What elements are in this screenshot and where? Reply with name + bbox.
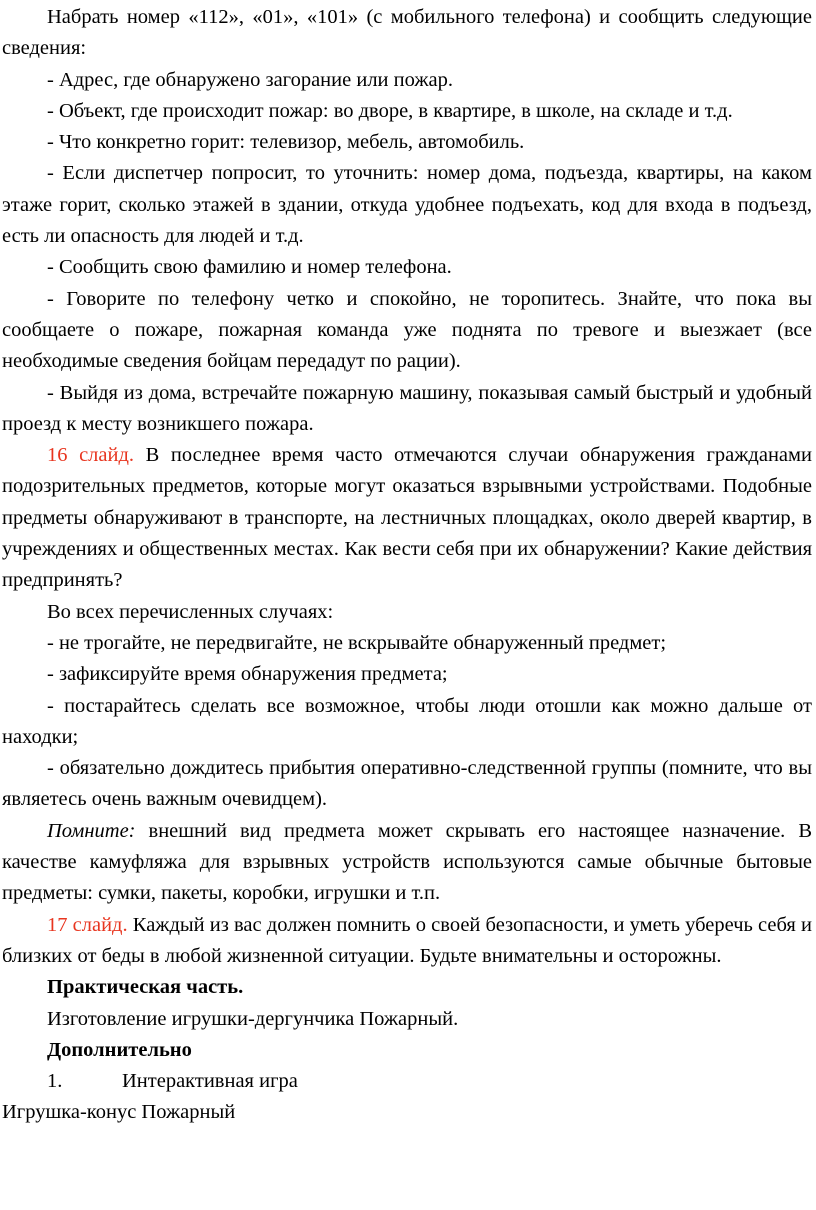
paragraph-slide-17 bbox=[2, 910, 812, 973]
slide-17-label: 17 слайд. bbox=[47, 913, 128, 936]
heading-additional: Дополнительно bbox=[47, 1038, 192, 1061]
paragraph-address: - Адрес, где обнаружено загорание или пожар. bbox=[47, 68, 453, 91]
paragraph-move-people: - постарайтесь сделать все возможное, чтобы люди отошли как можно дальше от находки; bbox=[2, 694, 812, 748]
heading-practical-part: Практическая часть. bbox=[47, 976, 244, 999]
list-item-interactive-game bbox=[2, 1066, 812, 1097]
remember-text: внешний вид предмета может скрывать его настоящее назначение. В качестве камуфляжа для взрывных устройств используются самые обычные бытовые предметы: сумки, пакеты, коробки, игрушки и т.п. bbox=[2, 819, 812, 905]
paragraph-object: - Объект, где происходит пожар: во дворе, в квартире, в школе, на складе и т.д. bbox=[47, 99, 733, 122]
paragraph-remember bbox=[2, 816, 812, 910]
slide-17-text: Каждый из вас должен помнить о своей безопасности, и уметь уберечь себя и близких от беды в любой жизненной ситуации. Будьте внимательны и осторожны. bbox=[2, 913, 812, 967]
slide-16-label: 16 слайд. bbox=[47, 444, 135, 467]
remember-label: Помните: bbox=[47, 819, 136, 842]
paragraph-record-time: - зафиксируйте время обнаружения предмета; bbox=[47, 663, 448, 686]
paragraph-toy-making: Изготовление игрушки-дергунчика Пожарный. bbox=[47, 1007, 459, 1030]
paragraph-meet-truck: - Выйдя из дома, встречайте пожарную машину, показывая самый быстрый и удобный проезд к месту возникшего пожара. bbox=[2, 381, 812, 435]
paragraph-do-not-touch: - не трогайте, не передвигайте, не вскрывайте обнаруженный предмет; bbox=[47, 631, 667, 654]
paragraph-what-burns: - Что конкретно горит: телевизор, мебель, автомобиль. bbox=[47, 131, 525, 154]
list-item-number: 1. bbox=[47, 1070, 63, 1093]
paragraph-all-cases: Во всех перечисленных случаях: bbox=[47, 600, 334, 623]
paragraph-dispatcher: - Если диспетчер попросит, то уточнить: номер дома, подъезда, квартиры, на каком этаже горит, сколько этажей в здании, откуда удобнее подъехать, код для входа в подъезд, есть ли опасность для людей и т.д. bbox=[2, 162, 812, 248]
paragraph-speak-calmly: - Говорите по телефону четко и спокойно, не торопитесь. Знайте, что пока вы сообщаете о пожаре, пожарная команда уже поднята по тревоге и выезжает (все необходимые сведения бойцам передадут по рации). bbox=[2, 287, 812, 373]
paragraph-cone-toy: Игрушка-конус Пожарный bbox=[2, 1101, 236, 1124]
paragraph-wait-group: - обязательно дождитесь прибытия оперативно-следственной группы (помните, что вы являетесь очень важным очевидцем). bbox=[2, 757, 812, 811]
paragraph-slide-16 bbox=[2, 440, 812, 596]
list-item-text: Интерактивная игра bbox=[122, 1070, 298, 1093]
paragraph-name-phone: - Сообщить свою фамилию и номер телефона. bbox=[47, 256, 452, 279]
paragraph-call-numbers: Набрать номер «112», «01», «101» (с мобильного телефона) и сообщить следующие сведения: bbox=[2, 6, 812, 60]
slide-16-text: В последнее время часто отмечаются случаи обнаружения гражданами подозрительных предметов, которые могут оказаться взрывными устройствами. Подобные предметы обнаруживают в транспорте, на лестничных площадках, около дверей квартир, в учреждениях и общественных местах. Как вести себя при их обнаружении? Какие действия предпринять? bbox=[2, 444, 812, 592]
